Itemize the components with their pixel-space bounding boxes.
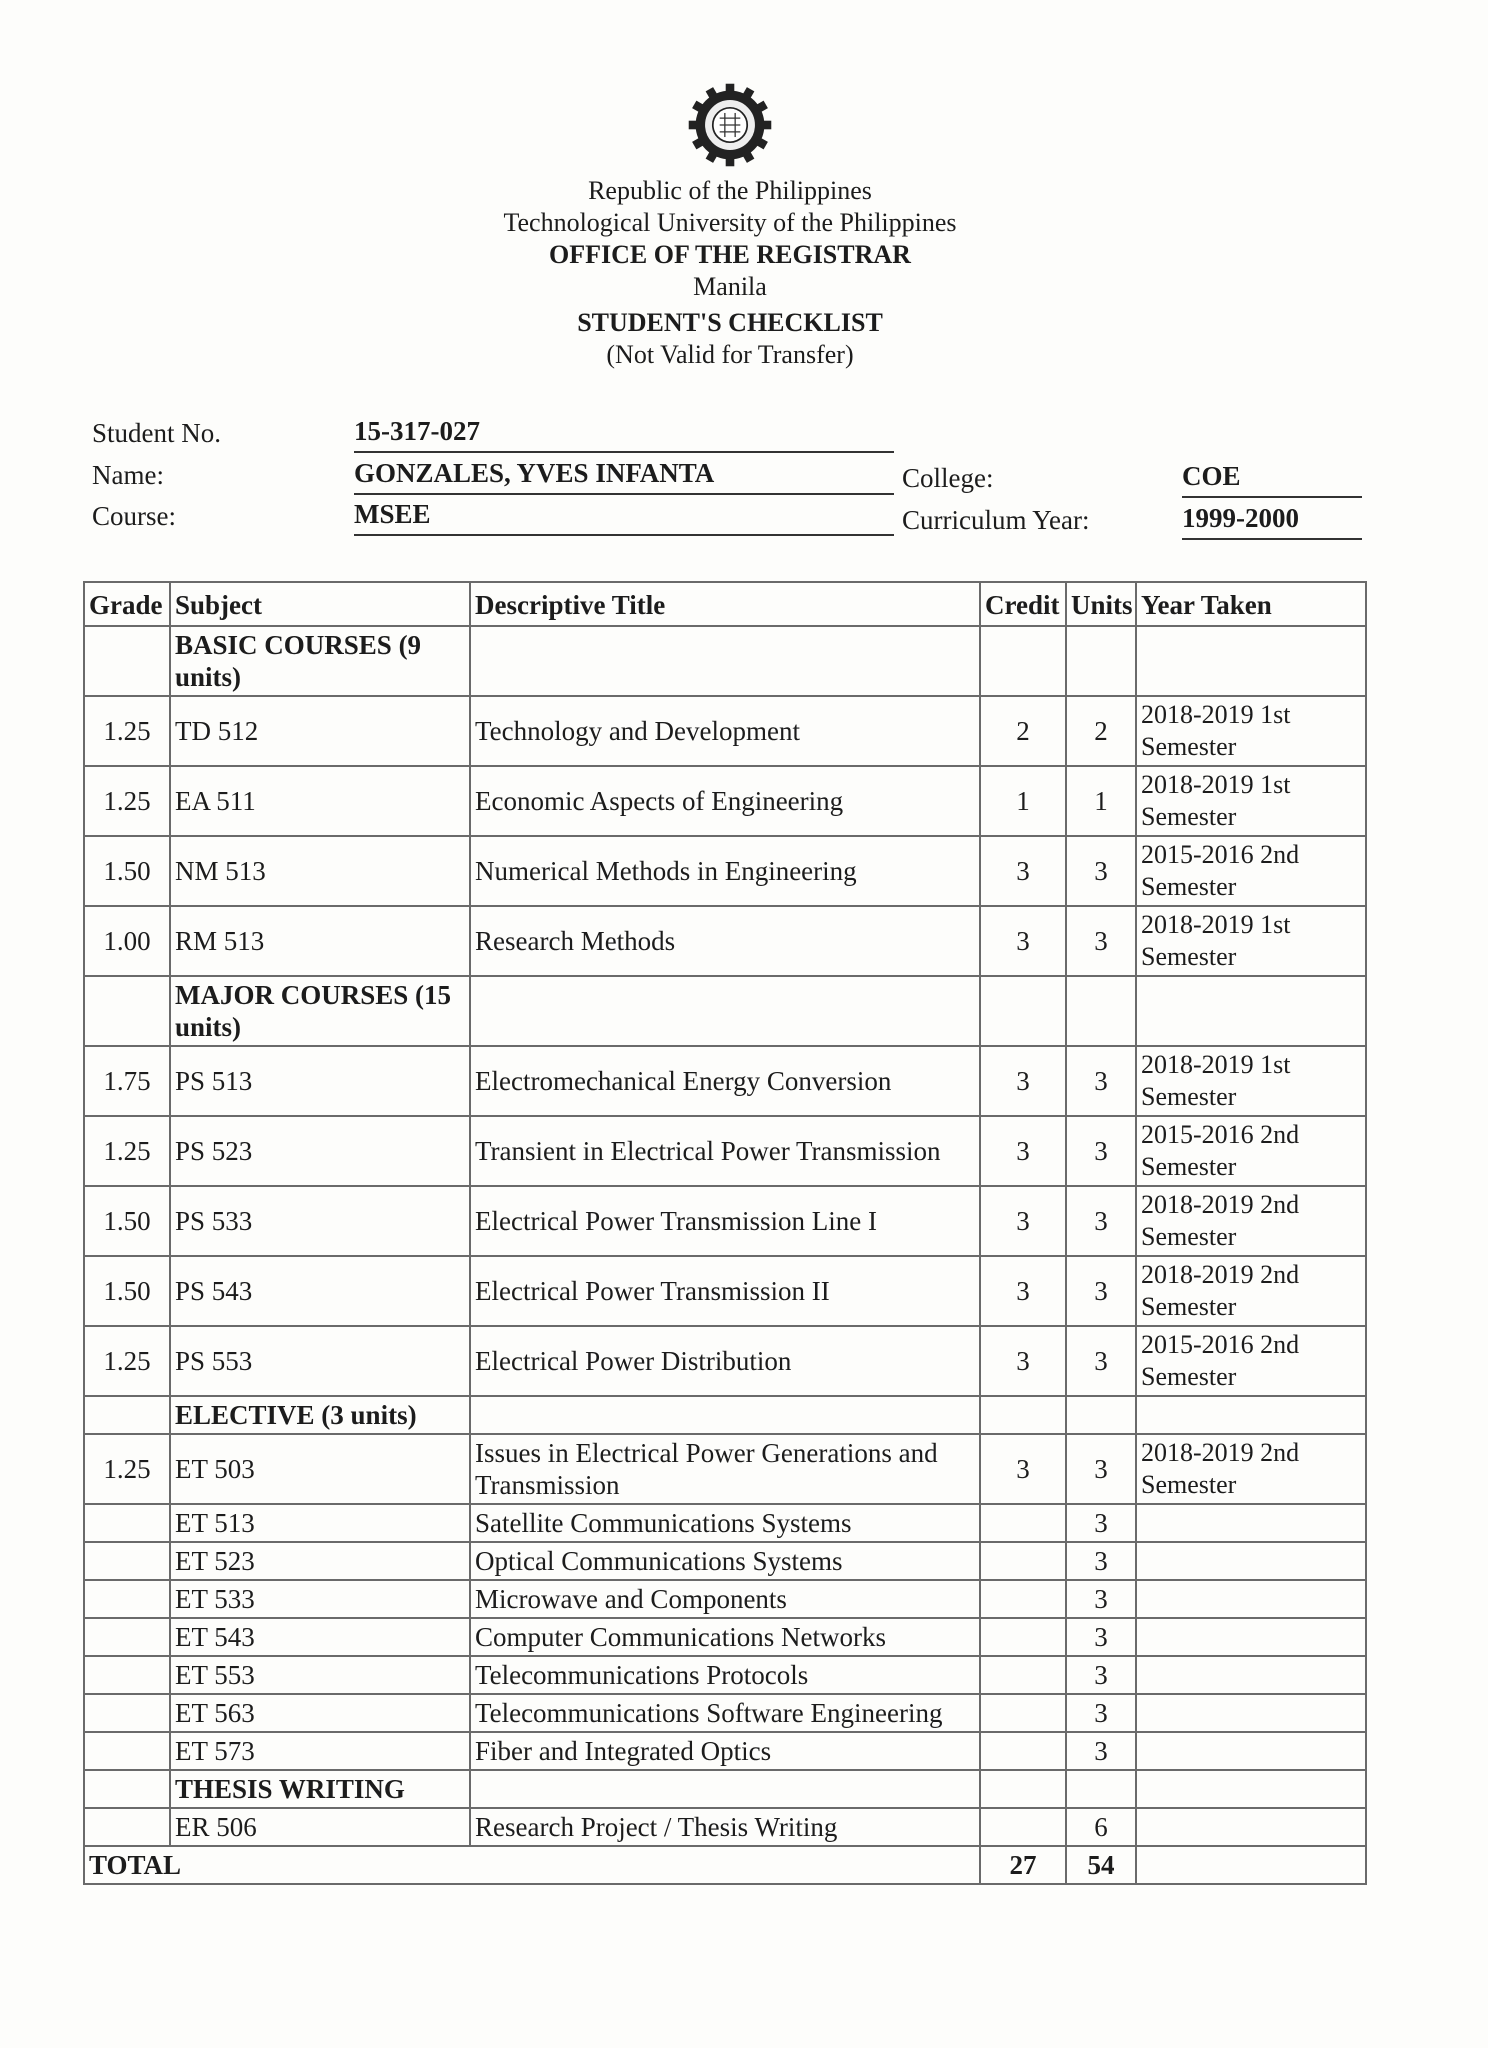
cell-credit [980, 1694, 1066, 1732]
student-no-label: Student No. [92, 418, 222, 448]
cell-credit: 3 [980, 906, 1066, 976]
course-label: Course: [92, 501, 176, 531]
table-row [84, 836, 1366, 906]
section-empty-cell [84, 1770, 170, 1808]
cell-credit: 3 [980, 1116, 1066, 1186]
section-title: BASIC COURSES (9 units) [170, 626, 470, 696]
cell-year-taken [1136, 1808, 1366, 1846]
section-empty-cell [470, 1396, 980, 1434]
cell-year-taken: 2015-2016 2nd Semester [1136, 1116, 1366, 1186]
cell-subject: RM 513 [170, 906, 470, 976]
cell-subject: ET 533 [170, 1580, 470, 1618]
total-year-cell [1136, 1846, 1366, 1884]
cell-credit: 3 [980, 1434, 1066, 1504]
cell-year-taken [1136, 1618, 1366, 1656]
cell-year-taken [1136, 1732, 1366, 1770]
cell-descriptive-title: Telecommunications Protocols [470, 1656, 980, 1694]
cell-year-taken: 2018-2019 2nd Semester [1136, 1186, 1366, 1256]
table-row [84, 1580, 1366, 1618]
cell-grade [84, 1504, 170, 1542]
table-row [84, 1116, 1366, 1186]
cell-credit: 3 [980, 1046, 1066, 1116]
cell-descriptive-title: Economic Aspects of Engineering [470, 766, 980, 836]
cell-grade: 1.50 [84, 1256, 170, 1326]
cell-units: 3 [1066, 1256, 1136, 1326]
header-year-taken: Year Taken [1136, 582, 1366, 626]
cell-units: 1 [1066, 766, 1136, 836]
section-empty-cell [980, 1396, 1066, 1434]
cell-year-taken [1136, 1580, 1366, 1618]
table-row [84, 906, 1366, 976]
cell-grade: 1.25 [84, 1434, 170, 1504]
table-row [84, 1326, 1366, 1396]
document-title: STUDENT'S CHECKLIST [577, 308, 883, 337]
header-grade: Grade [84, 582, 170, 626]
cell-subject: ET 513 [170, 1504, 470, 1542]
cell-grade [84, 1694, 170, 1732]
document-header [0, 175, 1460, 371]
total-row [84, 1846, 1366, 1884]
name-label: Name: [92, 460, 164, 490]
section-empty-cell [84, 626, 170, 696]
cell-credit [980, 1542, 1066, 1580]
cell-year-taken: 2015-2016 2nd Semester [1136, 1326, 1366, 1396]
cell-year-taken: 2018-2019 1st Semester [1136, 766, 1366, 836]
cell-subject: PS 553 [170, 1326, 470, 1396]
table-row [84, 1434, 1366, 1504]
cell-credit: 3 [980, 836, 1066, 906]
cell-grade [84, 1732, 170, 1770]
section-empty-cell [980, 976, 1066, 1046]
section-row [84, 626, 1366, 696]
table-row [84, 1046, 1366, 1116]
cell-credit [980, 1656, 1066, 1694]
total-units: 54 [1066, 1846, 1136, 1884]
cell-credit [980, 1580, 1066, 1618]
table-row [84, 1732, 1366, 1770]
cell-descriptive-title: Transient in Electrical Power Transmission [470, 1116, 980, 1186]
section-empty-cell [84, 1396, 170, 1434]
cell-grade [84, 1542, 170, 1580]
cell-descriptive-title: Issues in Electrical Power Generations and Transmission [470, 1434, 980, 1504]
cell-units: 3 [1066, 1116, 1136, 1186]
cell-units: 6 [1066, 1808, 1136, 1846]
header-units: Units [1066, 582, 1136, 626]
cell-descriptive-title: Telecommunications Software Engineering [470, 1694, 980, 1732]
cell-units: 2 [1066, 696, 1136, 766]
header-subject: Subject [170, 582, 470, 626]
cell-grade [84, 1580, 170, 1618]
cell-subject: ET 543 [170, 1618, 470, 1656]
table-row [84, 1504, 1366, 1542]
cell-descriptive-title: Electrical Power Distribution [470, 1326, 980, 1396]
cell-subject: PS 543 [170, 1256, 470, 1326]
cell-units: 3 [1066, 1656, 1136, 1694]
section-empty-cell [1136, 976, 1366, 1046]
cell-subject: TD 512 [170, 696, 470, 766]
cell-grade [84, 1808, 170, 1846]
cell-year-taken: 2018-2019 1st Semester [1136, 696, 1366, 766]
cell-grade: 1.25 [84, 1326, 170, 1396]
cell-year-taken: 2015-2016 2nd Semester [1136, 836, 1366, 906]
cell-credit [980, 1808, 1066, 1846]
cell-descriptive-title: Numerical Methods in Engineering [470, 836, 980, 906]
college-value: COE [1182, 461, 1362, 498]
cell-units: 3 [1066, 836, 1136, 906]
section-empty-cell [470, 1770, 980, 1808]
course-value: MSEE [354, 499, 894, 536]
cell-subject: EA 511 [170, 766, 470, 836]
cell-units: 3 [1066, 1542, 1136, 1580]
section-empty-cell [1066, 626, 1136, 696]
table-row [84, 1256, 1366, 1326]
cell-descriptive-title: Technology and Development [470, 696, 980, 766]
office-name: OFFICE OF THE REGISTRAR [549, 240, 911, 269]
cell-grade: 1.25 [84, 1116, 170, 1186]
checklist-table [83, 581, 1367, 1885]
cell-subject: ER 506 [170, 1808, 470, 1846]
cell-credit [980, 1618, 1066, 1656]
cell-year-taken: 2018-2019 1st Semester [1136, 906, 1366, 976]
cell-grade: 1.75 [84, 1046, 170, 1116]
cell-descriptive-title: Fiber and Integrated Optics [470, 1732, 980, 1770]
cell-subject: ET 563 [170, 1694, 470, 1732]
section-empty-cell [980, 1770, 1066, 1808]
cell-descriptive-title: Electromechanical Energy Conversion [470, 1046, 980, 1116]
table-row [84, 1186, 1366, 1256]
section-empty-cell [1066, 976, 1136, 1046]
cell-units: 3 [1066, 1732, 1136, 1770]
header-descriptive-title: Descriptive Title [470, 582, 980, 626]
cell-units: 3 [1066, 1326, 1136, 1396]
section-empty-cell [470, 626, 980, 696]
section-title: MAJOR COURSES (15 units) [170, 976, 470, 1046]
name-value: GONZALES, YVES INFANTA [354, 458, 894, 495]
cell-credit: 3 [980, 1256, 1066, 1326]
cell-units: 3 [1066, 1434, 1136, 1504]
cell-subject: PS 523 [170, 1116, 470, 1186]
cell-descriptive-title: Research Project / Thesis Writing [470, 1808, 980, 1846]
section-empty-cell [1066, 1396, 1136, 1434]
cell-year-taken: 2018-2019 1st Semester [1136, 1046, 1366, 1116]
cell-grade: 1.00 [84, 906, 170, 976]
section-empty-cell [980, 626, 1066, 696]
section-title: THESIS WRITING [170, 1770, 470, 1808]
cell-subject: ET 573 [170, 1732, 470, 1770]
cell-year-taken: 2018-2019 2nd Semester [1136, 1434, 1366, 1504]
cell-descriptive-title: Microwave and Components [470, 1580, 980, 1618]
curriculum-year-label: Curriculum Year: [902, 505, 1090, 535]
total-credit: 27 [980, 1846, 1066, 1884]
cell-year-taken: 2018-2019 2nd Semester [1136, 1256, 1366, 1326]
cell-grade: 1.25 [84, 696, 170, 766]
table-header-row [84, 582, 1366, 626]
table-row [84, 1618, 1366, 1656]
table-row [84, 696, 1366, 766]
university-name: Technological University of the Philippines [503, 208, 957, 237]
cell-units: 3 [1066, 1046, 1136, 1116]
cell-units: 3 [1066, 1504, 1136, 1542]
cell-grade: 1.25 [84, 766, 170, 836]
cell-descriptive-title: Optical Communications Systems [470, 1542, 980, 1580]
cell-year-taken [1136, 1504, 1366, 1542]
cell-grade: 1.50 [84, 836, 170, 906]
section-row [84, 976, 1366, 1046]
cell-year-taken [1136, 1656, 1366, 1694]
cell-credit: 3 [980, 1326, 1066, 1396]
cell-credit: 2 [980, 696, 1066, 766]
cell-units: 3 [1066, 906, 1136, 976]
cell-descriptive-title: Electrical Power Transmission Line I [470, 1186, 980, 1256]
section-title: ELECTIVE (3 units) [170, 1396, 470, 1434]
college-label: College: [902, 463, 994, 493]
cell-units: 3 [1066, 1186, 1136, 1256]
section-empty-cell [1136, 1396, 1366, 1434]
header-credit: Credit [980, 582, 1066, 626]
table-row [84, 766, 1366, 836]
cell-subject: ET 503 [170, 1434, 470, 1504]
section-empty-cell [1066, 1770, 1136, 1808]
cell-credit [980, 1504, 1066, 1542]
cell-descriptive-title: Satellite Communications Systems [470, 1504, 980, 1542]
curriculum-year-value: 1999-2000 [1182, 503, 1362, 540]
cell-year-taken [1136, 1694, 1366, 1732]
cell-subject: NM 513 [170, 836, 470, 906]
cell-subject: ET 523 [170, 1542, 470, 1580]
cell-descriptive-title: Electrical Power Transmission II [470, 1256, 980, 1326]
cell-descriptive-title: Computer Communications Networks [470, 1618, 980, 1656]
country-name: Republic of the Philippines [588, 176, 872, 205]
table-row [84, 1808, 1366, 1846]
table-body [84, 626, 1366, 1846]
section-empty-cell [1136, 626, 1366, 696]
city-name: Manila [693, 272, 767, 301]
cell-subject: PS 513 [170, 1046, 470, 1116]
section-empty-cell [84, 976, 170, 1046]
cell-credit: 1 [980, 766, 1066, 836]
cell-credit [980, 1732, 1066, 1770]
cell-grade [84, 1656, 170, 1694]
cell-grade [84, 1618, 170, 1656]
cell-units: 3 [1066, 1580, 1136, 1618]
document-note: (Not Valid for Transfer) [606, 340, 854, 369]
section-empty-cell [470, 976, 980, 1046]
student-no-value: 15-317-027 [354, 416, 894, 453]
section-row [84, 1396, 1366, 1434]
section-empty-cell [1136, 1770, 1366, 1808]
cell-descriptive-title: Research Methods [470, 906, 980, 976]
university-seal-logo [687, 82, 773, 168]
total-label: TOTAL [84, 1846, 980, 1884]
cell-credit: 3 [980, 1186, 1066, 1256]
table-row [84, 1542, 1366, 1580]
table-row [84, 1656, 1366, 1694]
cell-grade: 1.50 [84, 1186, 170, 1256]
cell-units: 3 [1066, 1694, 1136, 1732]
cell-year-taken [1136, 1542, 1366, 1580]
table-row [84, 1694, 1366, 1732]
cell-units: 3 [1066, 1618, 1136, 1656]
section-row [84, 1770, 1366, 1808]
cell-subject: PS 533 [170, 1186, 470, 1256]
cell-subject: ET 553 [170, 1656, 470, 1694]
